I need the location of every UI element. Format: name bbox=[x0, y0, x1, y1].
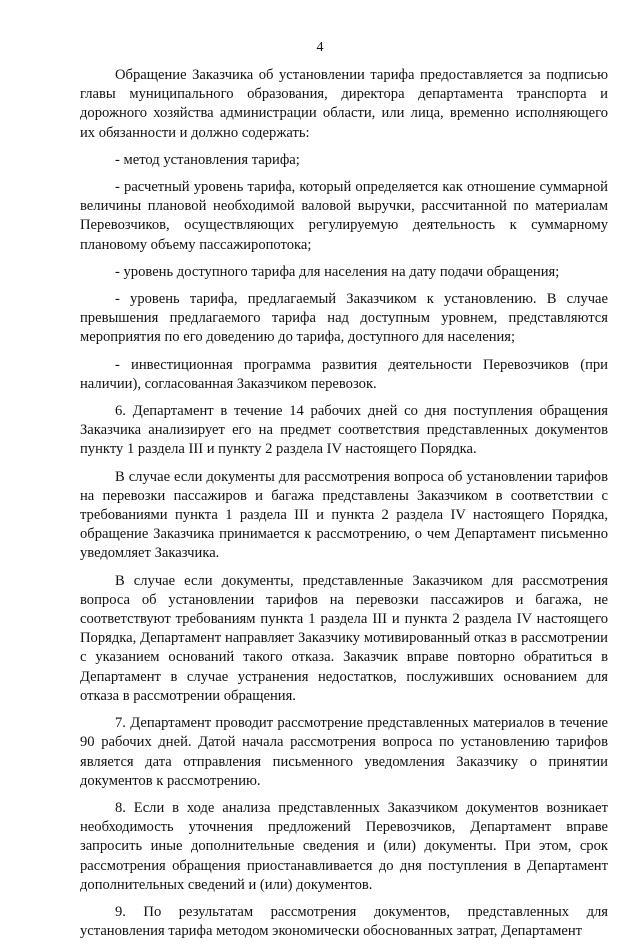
list-item-calculated-tariff: - расчетный уровень тарифа, который определяется как отношение суммарной величины плановой необходимой валовой выручки, рассчитанной по материалам Перевозчиков, осуществляющих регулируемую деятельность к суммарному плановому объему пассажиропотока; bbox=[80, 179, 608, 253]
paragraph-request-intro: Обращение Заказчика об установлении тарифа предоставляется за подписью главы муниципального образования, директора департамента транспорта и дорожного хозяйства администрации области, или лица, временно исполняющего их обязанности и должно содержать: bbox=[80, 67, 608, 141]
paragraph-refusal: В случае если документы, представленные Заказчиком для рассмотрения вопроса об установлении тарифов на перевозки пассажиров и багажа, не соответствуют требованиям пункта 1 раздела III и пункта 2 раздела IV настоящего Порядка, Департамент направляет Заказчику мотивированный отказ в рассмотрении с указанием оснований такого отказа. Заказчик вправе повторно обратиться в Департамент в случае устранения недостатков, послуживших основанием для отказа в рассмотрении обращения. bbox=[80, 572, 608, 704]
list-item-proposed-tariff: - уровень тарифа, предлагаемый Заказчиком к установлению. В случае превышения предлагаемого тарифа над доступным уровнем, представляются мероприятия по его доведению до тарифа, доступного для населения; bbox=[80, 291, 608, 346]
paragraph-item-9: 9. По результатам рассмотрения документов, представленных для установления тарифа методом экономически обоснованных затрат, Департамент bbox=[80, 903, 608, 940]
paragraph-item-8: 8. Если в ходе анализа представленных Заказчиком документов возникает необходимость уточнения предложений Перевозчиков, Департамент вправе запросить иные дополнительные сведения и (или) документы. При этом, срок рассмотрения обращения приостанавливается до дня поступления в Департамент дополнительных сведений и (или) документов. bbox=[80, 799, 608, 893]
paragraph-item-7: 7. Департамент проводит рассмотрение представленных материалов в течение 90 рабочих дней. Датой начала рассмотрения вопроса по установлению тарифов является дата отправления письменного уведомления Заказчику о принятии документов к рассмотрению. bbox=[80, 715, 608, 789]
list-item-affordable-tariff: - уровень доступного тарифа для населения на дату подачи обращения; bbox=[115, 263, 560, 280]
paragraph-item-6: 6. Департамент в течение 14 рабочих дней со дня поступления обращения Заказчика анализирует его на предмет соответствия представленных документов пункту 1 раздела III и пункту 2 раздела IV настоящего Порядка. bbox=[80, 403, 608, 458]
list-item-method: - метод установления тарифа; bbox=[115, 151, 300, 168]
document-body bbox=[80, 66, 608, 949]
list-item-investment-program: - инвестиционная программа развития деятельности Перевозчиков (при наличии), согласованная Заказчиком перевозок. bbox=[80, 356, 608, 392]
paragraph-acceptance: В случае если документы для рассмотрения вопроса об установлении тарифов на перевозки пассажиров и багажа представлены Заказчиком в соответствии с требованиями пункта 1 раздела III и пункта 2 раздела IV настоящего Порядка, обращение Заказчика принимается к рассмотрению, о чем Департамент письменно уведомляет Заказчика. bbox=[80, 468, 608, 562]
page-number: 4 bbox=[316, 40, 324, 55]
